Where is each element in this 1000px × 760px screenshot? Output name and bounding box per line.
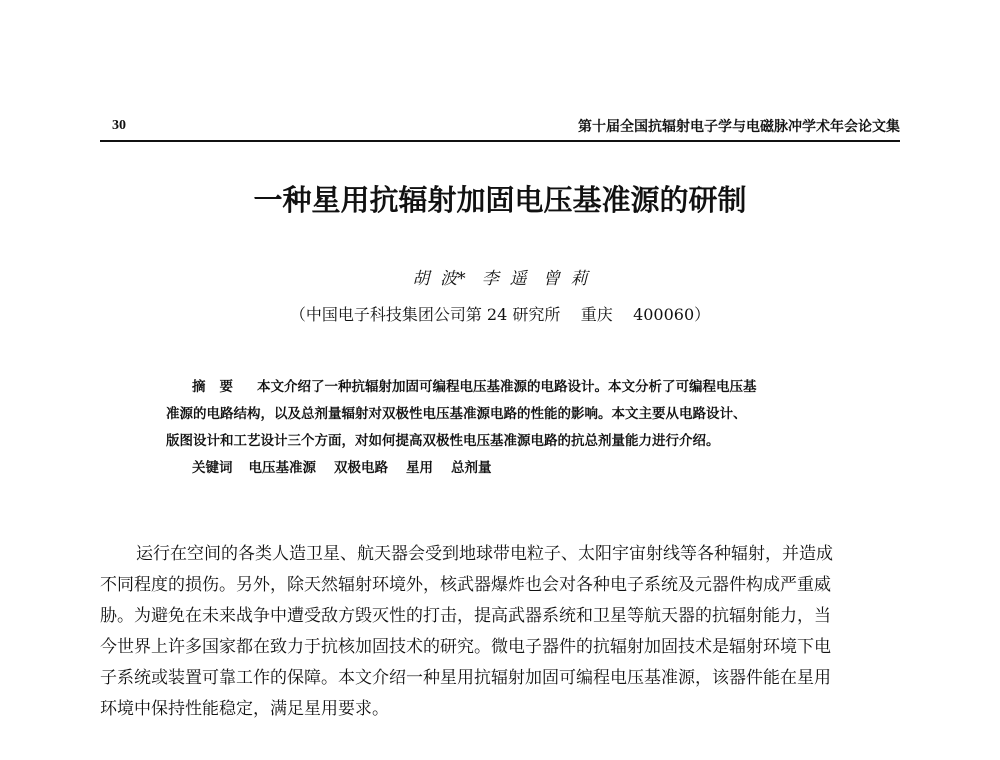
proceedings-title: 第十届全国抗辐射电子学与电磁脉冲学术年会论文集 — [578, 119, 900, 135]
abstract-line: 准源的电路结构，以及总剂量辐射对双极性电压基准源电路的性能的影响。本文主要从电路设计、 — [166, 406, 747, 422]
body-line: 今世界上许多国家都在致力于抗核加固技术的研究。微电子器件的抗辐射加固技术是辐射环境下电 — [100, 637, 831, 657]
keyword: 总剂量 — [451, 460, 492, 476]
keywords-label: 关键词 — [192, 460, 233, 476]
keyword: 星用 — [406, 460, 433, 476]
body-line: 胁。为避免在未来战争中遭受敌方毁灭性的打击，提高武器系统和卫星等航天器的抗辐射能力，当 — [100, 606, 831, 626]
running-head — [100, 110, 900, 142]
abstract-label: 摘要 — [192, 379, 247, 395]
page-number: 30 — [112, 118, 126, 133]
body-line: 运行在空间的各类人造卫星、航天器会受到地球带电粒子、太阳宇宙射线等各种辐射，并造成 — [136, 544, 833, 564]
abstract-text: 本文介绍了一种抗辐射加固可编程电压基准源的电路设计。本文分析了可编程电压基 — [257, 379, 757, 395]
keywords-line — [166, 455, 856, 482]
body-paragraph — [100, 539, 900, 725]
body-line: 不同程度的损伤。另外，除天然辐射环境外，核武器爆炸也会对各种电子系统及元器件构成严重威 — [100, 575, 831, 595]
abstract-line: 版图设计和工艺设计三个方面，对如何提高双极性电压基准源电路的抗总剂量能力进行介绍。 — [166, 433, 720, 449]
keyword: 电压基准源 — [248, 460, 316, 476]
abstract-line — [166, 374, 856, 401]
keyword: 双极电路 — [334, 460, 388, 476]
author-affiliation: （中国电子科技集团公司第 24 研究所 重庆 400060） — [289, 305, 711, 324]
abstract-block — [166, 374, 856, 482]
paper-title: 一种星用抗辐射加固电压基准源的研制 — [253, 183, 747, 217]
body-line: 环境中保持性能稳定，满足星用要求。 — [100, 699, 389, 719]
author-list: 胡 波* 李 遥 曾 莉 — [412, 269, 588, 289]
body-line: 子系统或装置可靠工作的保障。本文介绍一种星用抗辐射加固可编程电压基准源，该器件能在星用 — [100, 668, 831, 688]
